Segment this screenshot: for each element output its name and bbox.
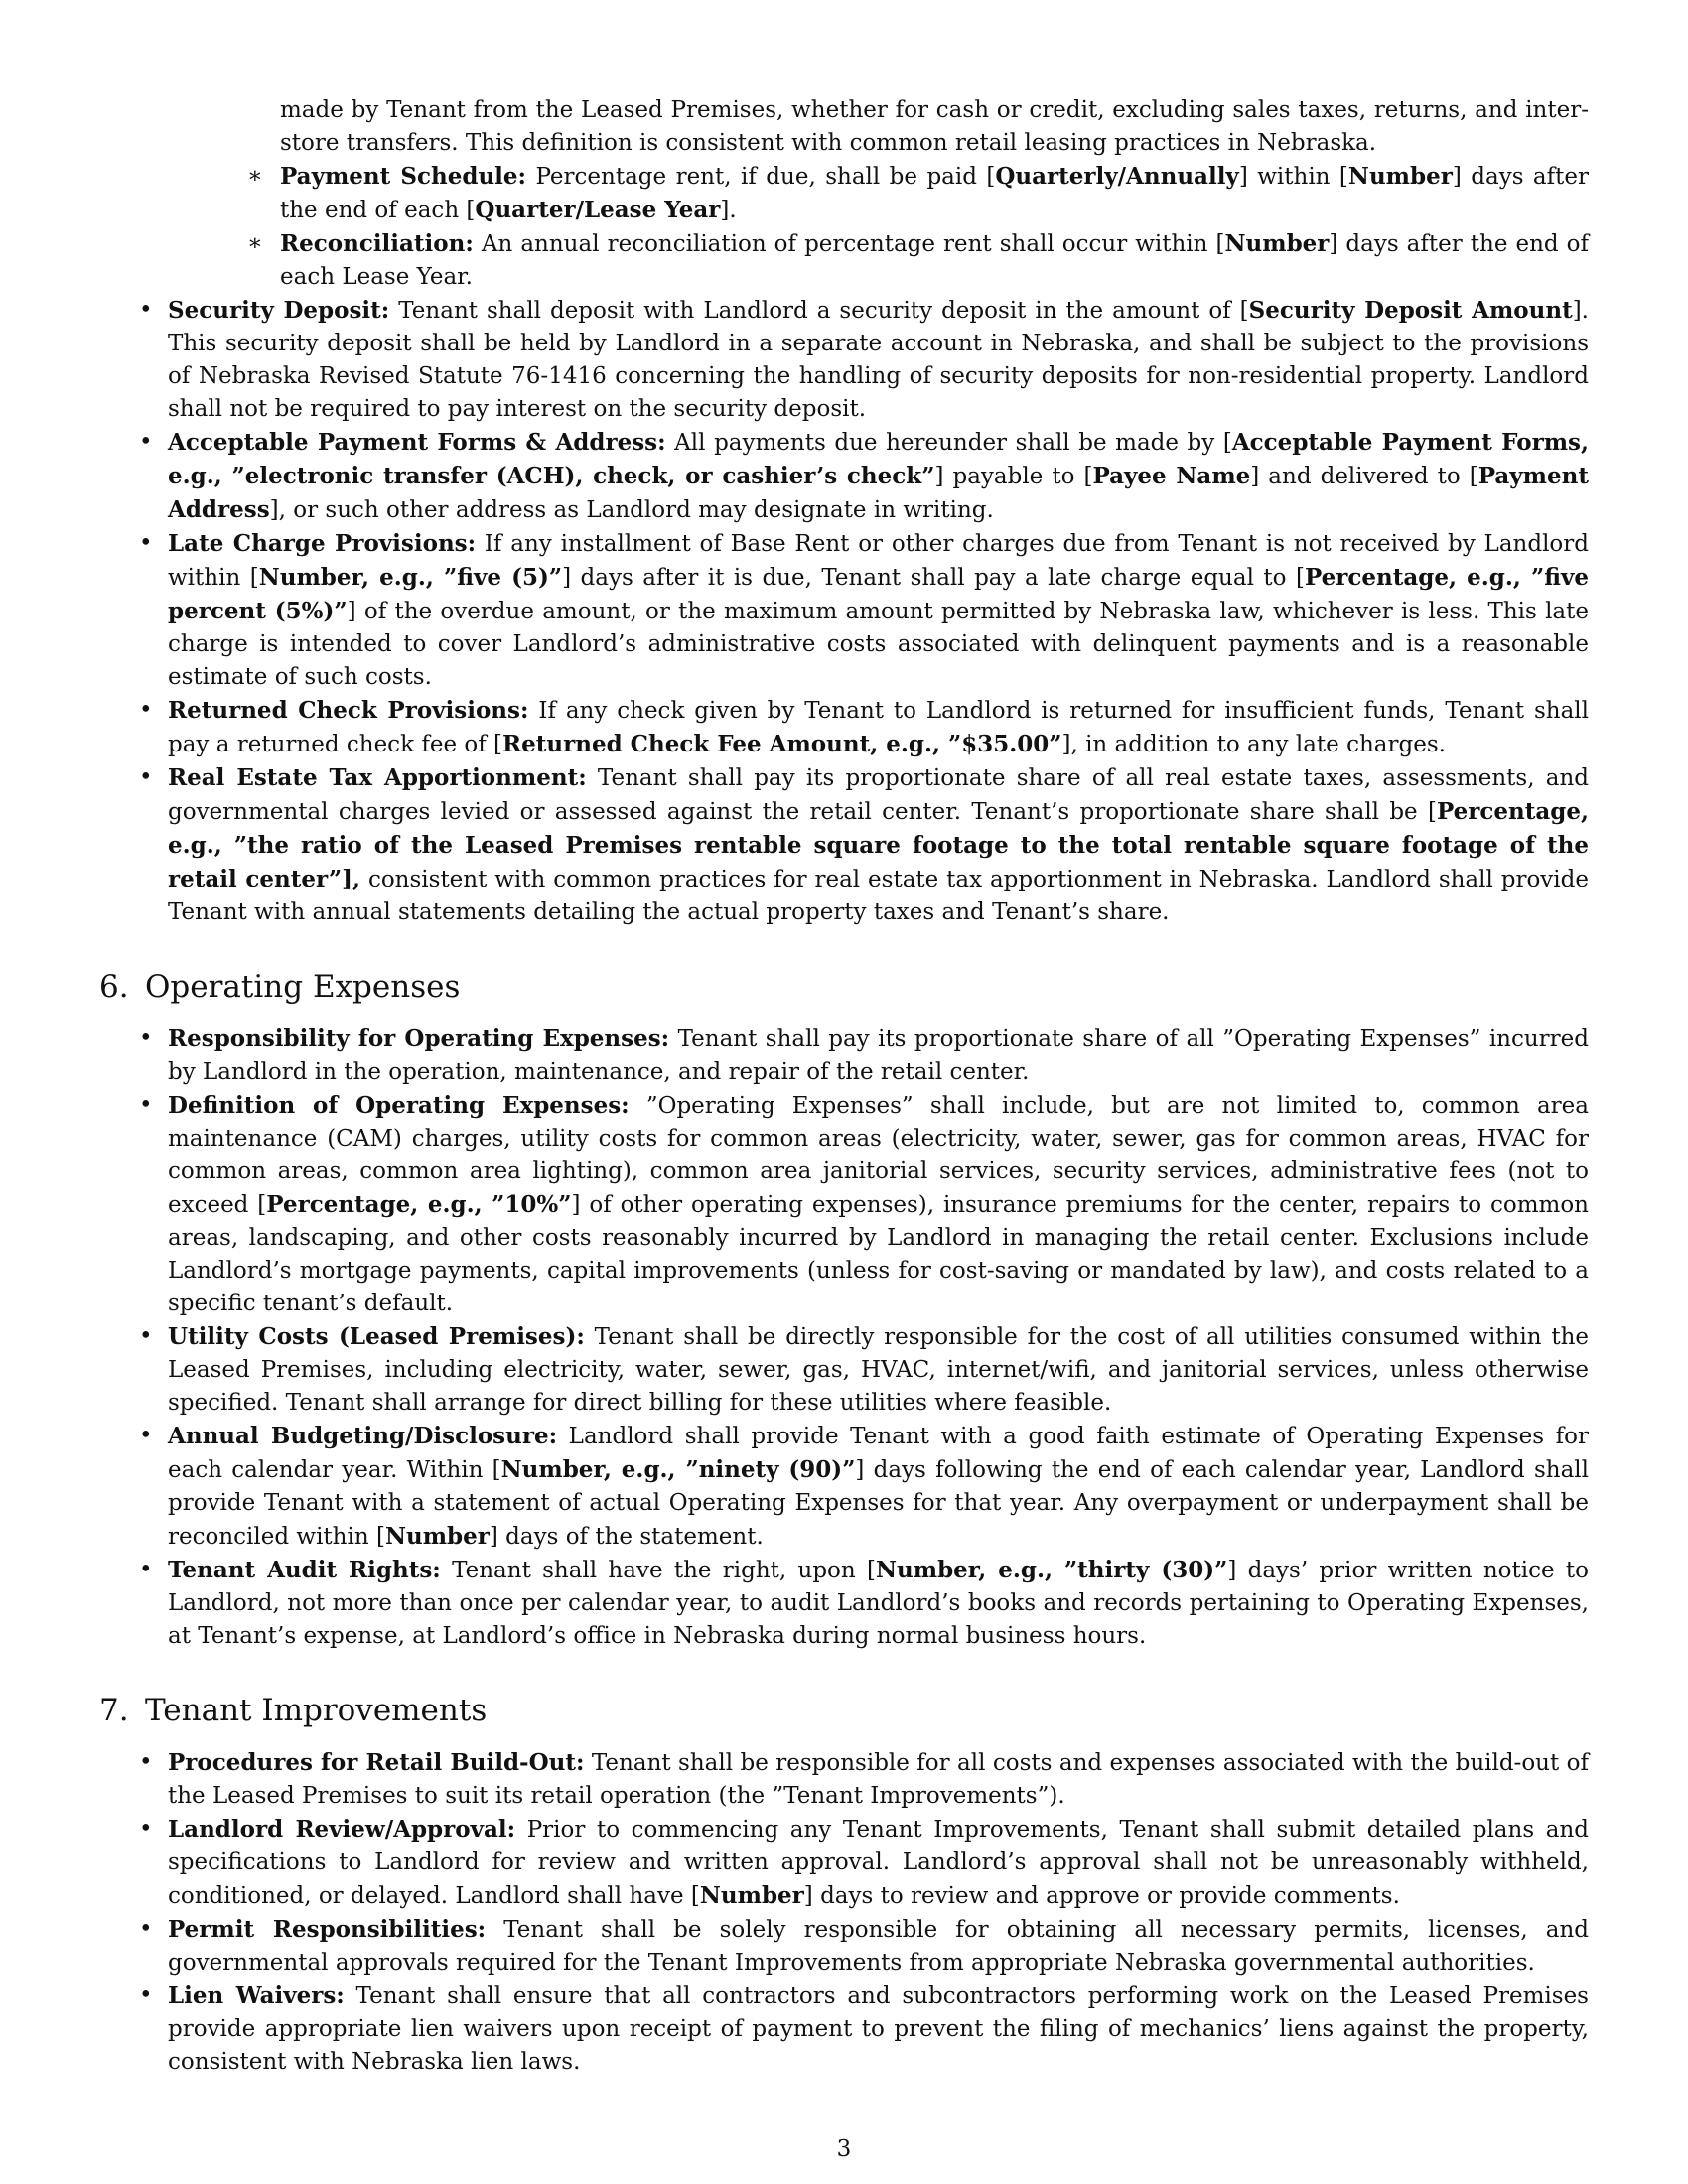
list-item: [139, 1420, 1589, 1554]
page-number: 3: [836, 2136, 852, 2162]
rent-terms-list: [139, 294, 1589, 929]
clause-text: All payments due hereunder shall be made by [: [665, 430, 1232, 456]
term-label: Reconciliation:: [280, 230, 474, 257]
term-label: Number: [384, 1523, 490, 1550]
section-heading-operating-expenses: [99, 967, 1688, 1007]
clause-text: ] payable to [: [934, 464, 1093, 489]
term-label: Percentage, e.g., ”the ratio of the Leased Premises rentable square footage to the total rentable square footage of the retail center”],: [168, 798, 1589, 892]
list-item: [139, 1746, 1589, 1813]
term-label: Number, e.g., ”five (5)”: [258, 564, 563, 591]
clause-text: Tenant shall be solely responsible for obtaining all necessary permits, licenses, and governmental approvals required for the Tenant Improvements from appropriate Nebraska governmental authorities.: [168, 1917, 1590, 1976]
term-label: Definition of Operating Expenses:: [168, 1092, 630, 1119]
clause-text: Landlord shall provide Tenant with a good faith estimate of Operating Expenses for each calendar year. Within [: [168, 1424, 1590, 1483]
clause-text: Tenant shall pay its proportionate share of all real estate taxes, assessments, and governmental charges levied or assessed against the retail center. Tenant’s proportionate share shall be [: [168, 765, 1589, 825]
term-label: Permit Responsibilities:: [168, 1916, 487, 1943]
clause-text: An annual reconciliation of percentage rent shall occur within [: [473, 231, 1225, 257]
clause-text: ] within [: [1238, 164, 1348, 190]
term-label: Number: [699, 1882, 804, 1909]
list-item: [139, 694, 1589, 761]
term-label: Returned Check Provisions:: [168, 697, 529, 724]
list-item: [139, 527, 1589, 694]
clause-text: ] and delivered to [: [1250, 464, 1478, 489]
clause-text: ] days following the end of each calendar year, Landlord shall provide Tenant with a statement of actual Operating Expenses for that year. Any overpayment or underpayment shall be reconciled within [: [168, 1457, 1589, 1550]
list-item: [139, 1089, 1589, 1320]
clause-text: Tenant shall deposit with Landlord a security deposit in the amount of [: [389, 298, 1249, 324]
list-item: [139, 1554, 1589, 1653]
term-label: Percentage, e.g., ”five percent (5%)”: [168, 564, 1589, 624]
term-label: Payee Name: [1092, 463, 1251, 489]
clause-text: Tenant shall pay its proportionate share of all ”Operating Expenses” incurred by Landlord in the operation, maintenance, and repair of the retail center.: [168, 1026, 1590, 1085]
term-label: Procedures for Retail Build-Out:: [168, 1749, 585, 1776]
list-item: [139, 761, 1589, 929]
clause-text: ] of the overdue amount, or the maximum amount permitted by Nebraska law, whichever is less. This late charge is intended to cover Landlord’s administrative costs associated with delinquent payments and is a reasonable estimate of such costs.: [168, 599, 1589, 690]
clause-text: ] days after the end of each Lease Year.: [280, 231, 1589, 290]
term-label: Percentage, e.g., ”10%”: [266, 1191, 572, 1218]
list-item: [139, 294, 1589, 426]
list-item: [139, 1813, 1589, 1913]
term-label: Real Estate Tax Apportionment:: [168, 764, 587, 791]
term-label: Acceptable Payment Forms & Address:: [168, 429, 666, 456]
clause-text: consistent with common practices for real estate tax apportionment in Nebraska. Landlord shall provide Tenant with annual statements detailing the actual property taxes and Tenant’s share.: [168, 867, 1589, 925]
term-label: Annual Budgeting/Disclosure:: [168, 1423, 558, 1449]
term-label: Quarter/Lease Year: [475, 197, 721, 223]
clause-text: Tenant shall be directly responsible for the cost of all utilities consumed within the Leased Premises, including electricity, water, sewer, gas, HVAC, internet/wifi, and janitorial services, unless otherwise specified. Tenant shall arrange for direct billing for these utilities where feasible.: [168, 1324, 1589, 1416]
term-label: Returned Check Fee Amount, e.g., ”$35.00”: [502, 731, 1062, 757]
term-label: Quarterly/Annually: [995, 163, 1239, 190]
section-heading-tenant-improvements: [99, 1691, 1688, 1730]
list-item: [139, 1320, 1589, 1420]
clause-text: If any check given by Tenant to Landlord is returned for insufficient funds, Tenant shall pay a returned check fee of [: [168, 698, 1589, 757]
term-label: Utility Costs (Leased Premises):: [168, 1323, 585, 1350]
tenant-improvements-list: [139, 1746, 1589, 2079]
list-item: [139, 1979, 1589, 2079]
list-item: [139, 426, 1589, 527]
list-item: [139, 1023, 1589, 1089]
section-title: Tenant Improvements: [145, 1693, 488, 1728]
clause-text: ] days after it is due, Tenant shall pay a late charge equal to [: [562, 565, 1305, 591]
term-label: Security Deposit Amount: [1248, 297, 1573, 324]
section-title: Operating Expenses: [145, 969, 461, 1005]
term-label: Lien Waivers:: [168, 1982, 345, 2009]
term-label: Number: [1347, 163, 1453, 190]
clause-text: ”Operating Expenses” shall include, but are not limited to, common area maintenance (CAM) charges, utility costs for common areas (electricity, water, sewer, gas for common areas, HVAC for common areas, common area lighting), common area janitorial services, security services, administrative fees (not to exceed [: [168, 1093, 1589, 1218]
continued-paragraph: made by Tenant from the Leased Premises, whether for cash or credit, excluding sales taxes, returns, and inter-store transfers. This definition is consistent with common retail leasing practices in Nebraska.: [280, 97, 1589, 156]
clause-text: Percentage rent, if due, shall be paid [: [526, 164, 996, 190]
clause-text: ] days to review and approve or provide comments.: [803, 1883, 1400, 1909]
list-item: [139, 1913, 1589, 1979]
term-label: Number: [1224, 230, 1330, 257]
percentage-rent-sublist: [247, 160, 1589, 294]
term-label: Late Charge Provisions:: [168, 530, 477, 557]
term-label: Landlord Review/Approval:: [168, 1816, 516, 1843]
section-number: 6.: [99, 969, 129, 1005]
term-label: Payment Address: [168, 463, 1589, 523]
term-label: Number, e.g., ”ninety (90)”: [500, 1456, 856, 1483]
section-number: 7.: [99, 1693, 129, 1728]
clause-text: Tenant shall ensure that all contractors and subcontractors performing work on the Leased Premises provide appropriate lien waivers upon receipt of payment to prevent the filing of mechanics’ liens against the property, consistent with Nebraska lien laws.: [168, 1983, 1589, 2075]
clause-text: If any installment of Base Rent or other charges due from Tenant is not received by Landlord within [: [168, 531, 1589, 591]
list-item: [247, 160, 1589, 227]
clause-text: ], in addition to any late charges.: [1061, 732, 1446, 757]
term-label: Responsibility for Operating Expenses:: [168, 1025, 670, 1052]
clause-text: Tenant shall have the right, upon [: [440, 1558, 876, 1583]
term-label: Security Deposit:: [168, 297, 390, 324]
clause-text: ] days of the statement.: [489, 1524, 764, 1550]
term-label: Acceptable Payment Forms, e.g., ”electronic transfer (ACH), check, or cashier’s check”: [168, 429, 1589, 489]
clause-text: Prior to commencing any Tenant Improvements, Tenant shall submit detailed plans and specifications to Landlord for review and written approval. Landlord’s approval shall not be unreasonably withheld, conditioned, or delayed. Landlord shall have [: [168, 1817, 1589, 1909]
term-label: Payment Schedule:: [280, 163, 527, 190]
clause-text: ], or such other address as Landlord may designate in writing.: [269, 497, 994, 523]
term-label: Tenant Audit Rights:: [168, 1557, 441, 1583]
clause-text: ] days after the end of each [: [280, 164, 1590, 223]
page-content: [0, 94, 1688, 2079]
clause-text: ].: [720, 198, 737, 223]
operating-expenses-list: [139, 1023, 1589, 1653]
clause-text: ]. This security deposit shall be held by Landlord in a separate account in Nebraska, and shall be subject to the provisions of Nebraska Revised Statute 76-1416 concerning the handling of security deposits for non-residential property. Landlord shall not be required to pay interest on the security deposit.: [168, 298, 1589, 422]
clause-text: ] days’ prior written notice to Landlord, not more than once per calendar year, to audit Landlord’s books and records pertaining to Operating Expenses, at Tenant’s expense, at Landlord’s office in Nebraska during normal business hours.: [168, 1558, 1589, 1649]
clause-text: ] of other operating expenses), insurance premiums for the center, repairs to common areas, landscaping, and other costs reasonably incurred by Landlord in managing the retail center. Exclusions include Landlord’s mortgage payments, capital improvements (unless for cost-saving or mandated by law), and costs related to a specific tenant’s default.: [168, 1192, 1589, 1316]
list-item: [247, 227, 1589, 294]
term-label: Number, e.g., ”thirty (30)”: [875, 1557, 1228, 1583]
clause-text: Tenant shall be responsible for all costs and expenses associated with the build-out of the Leased Premises to suit its retail operation (the ”Tenant Improvements”).: [168, 1750, 1590, 1809]
